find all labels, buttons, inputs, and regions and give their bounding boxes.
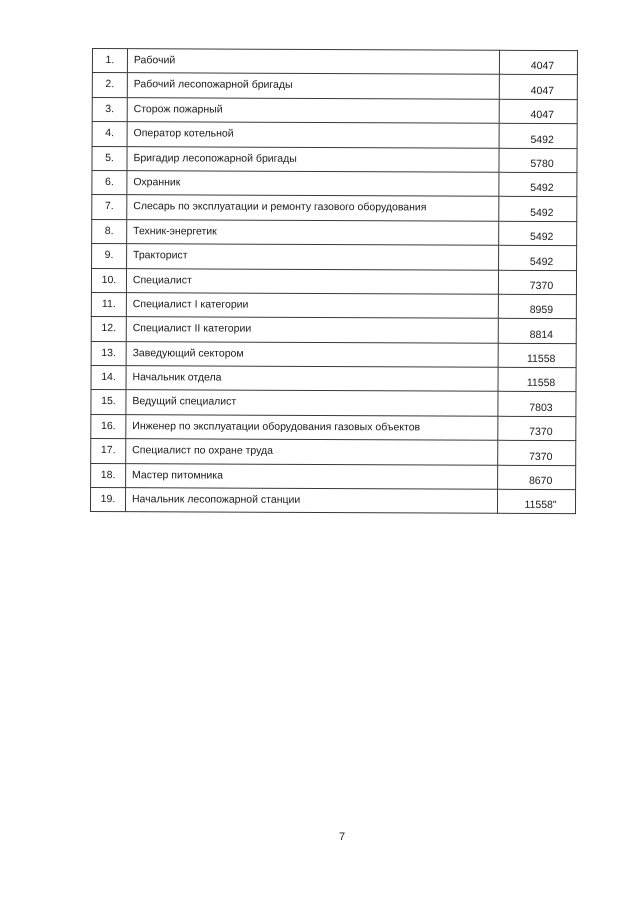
position-name-cell: Сторож пожарный bbox=[127, 97, 499, 123]
row-number-cell: 18. bbox=[91, 463, 126, 488]
salary-amount-cell: 7370 bbox=[498, 441, 576, 466]
row-number-cell: 17. bbox=[91, 439, 126, 464]
row-number-cell: 19. bbox=[90, 488, 125, 513]
salary-amount-cell: 5492 bbox=[499, 221, 577, 246]
row-number-cell: 11. bbox=[91, 292, 126, 317]
position-name-cell: Мастер питомника bbox=[126, 463, 498, 489]
row-number-cell: 12. bbox=[91, 317, 126, 342]
table-row bbox=[91, 439, 576, 466]
salary-amount-cell: 11558 bbox=[498, 367, 576, 392]
position-name-cell: Оператор котельной bbox=[127, 122, 499, 148]
table-row bbox=[92, 73, 577, 100]
position-name-cell: Заведующий сектором bbox=[126, 341, 498, 367]
table-row bbox=[92, 49, 577, 76]
position-name-cell: Охранник bbox=[127, 171, 499, 197]
table-row bbox=[91, 268, 576, 295]
row-number-cell: 13. bbox=[91, 341, 126, 366]
row-number-cell: 3. bbox=[92, 97, 127, 122]
row-number-cell: 15. bbox=[91, 390, 126, 415]
position-name-cell: Специалист I категории bbox=[126, 293, 498, 319]
table-row bbox=[92, 97, 577, 124]
page-number: 7 bbox=[338, 831, 346, 843]
table-row bbox=[92, 219, 577, 246]
row-number-cell: 9. bbox=[92, 244, 127, 269]
table-row bbox=[91, 366, 576, 393]
salary-amount-cell: 5780 bbox=[499, 148, 577, 173]
table-body bbox=[90, 49, 577, 515]
table-row bbox=[92, 195, 577, 222]
row-number-cell: 10. bbox=[91, 268, 126, 293]
row-number-cell: 16. bbox=[91, 414, 126, 439]
position-name-cell: Специалист II категории bbox=[126, 317, 498, 343]
salary-amount-cell: 7370 bbox=[498, 416, 576, 441]
row-number-cell: 2. bbox=[92, 73, 127, 98]
table-row bbox=[91, 463, 576, 490]
salary-amount-cell: 5492 bbox=[499, 245, 577, 270]
row-number-cell: 7. bbox=[92, 195, 127, 220]
row-number-cell: 8. bbox=[92, 219, 127, 244]
table-row bbox=[91, 341, 576, 368]
position-name-cell: Слесарь по эксплуатации и ремонту газового оборудования bbox=[127, 195, 499, 221]
position-name-cell: Начальник отдела bbox=[126, 366, 498, 392]
row-number-cell: 4. bbox=[92, 122, 127, 147]
salary-amount-cell: 7803 bbox=[498, 392, 576, 417]
table-row bbox=[91, 414, 576, 441]
row-number-cell: 14. bbox=[91, 366, 126, 391]
salary-amount-cell: 11558" bbox=[498, 489, 576, 514]
table-row bbox=[92, 244, 577, 271]
position-name-cell: Специалист по охране труда bbox=[126, 439, 498, 465]
table-row bbox=[91, 292, 576, 319]
salary-amount-cell: 11558 bbox=[498, 343, 576, 368]
row-number-cell: 6. bbox=[92, 170, 127, 195]
position-name-cell: Бригадир лесопожарной бригады bbox=[127, 146, 499, 172]
salary-amount-cell: 5492 bbox=[499, 123, 577, 148]
table-row bbox=[91, 317, 576, 344]
salary-amount-cell: 8814 bbox=[498, 319, 576, 344]
table-row bbox=[92, 122, 577, 149]
position-name-cell: Тракторист bbox=[126, 244, 498, 270]
salary-amount-cell: 8959 bbox=[498, 294, 576, 319]
position-name-cell: Ведущий специалист bbox=[126, 390, 498, 416]
row-number-cell: 5. bbox=[92, 146, 127, 171]
position-name-cell: Рабочий bbox=[127, 49, 499, 75]
table-row bbox=[91, 390, 576, 417]
salary-amount-cell: 7370 bbox=[499, 270, 577, 295]
salary-amount-cell: 4047 bbox=[499, 75, 577, 100]
position-name-cell: Рабочий лесопожарной бригады bbox=[127, 73, 499, 99]
table-row bbox=[92, 170, 577, 197]
salary-amount-cell: 5492 bbox=[499, 172, 577, 197]
position-name-cell: Инженер по эксплуатации оборудования газовых объектов bbox=[126, 415, 498, 441]
salary-amount-cell: 5492 bbox=[499, 197, 577, 222]
row-number-cell: 1. bbox=[92, 49, 127, 74]
table-row bbox=[90, 488, 575, 515]
salary-amount-cell: 4047 bbox=[499, 99, 577, 124]
position-name-cell: Специалист bbox=[126, 268, 498, 294]
salary-amount-cell: 8670 bbox=[498, 465, 576, 490]
position-name-cell: Начальник лесопожарной станции bbox=[125, 488, 497, 514]
table-row bbox=[92, 146, 577, 173]
salary-amount-cell: 4047 bbox=[499, 50, 577, 75]
salary-table bbox=[90, 48, 578, 515]
position-name-cell: Техник-энергетик bbox=[127, 219, 499, 245]
